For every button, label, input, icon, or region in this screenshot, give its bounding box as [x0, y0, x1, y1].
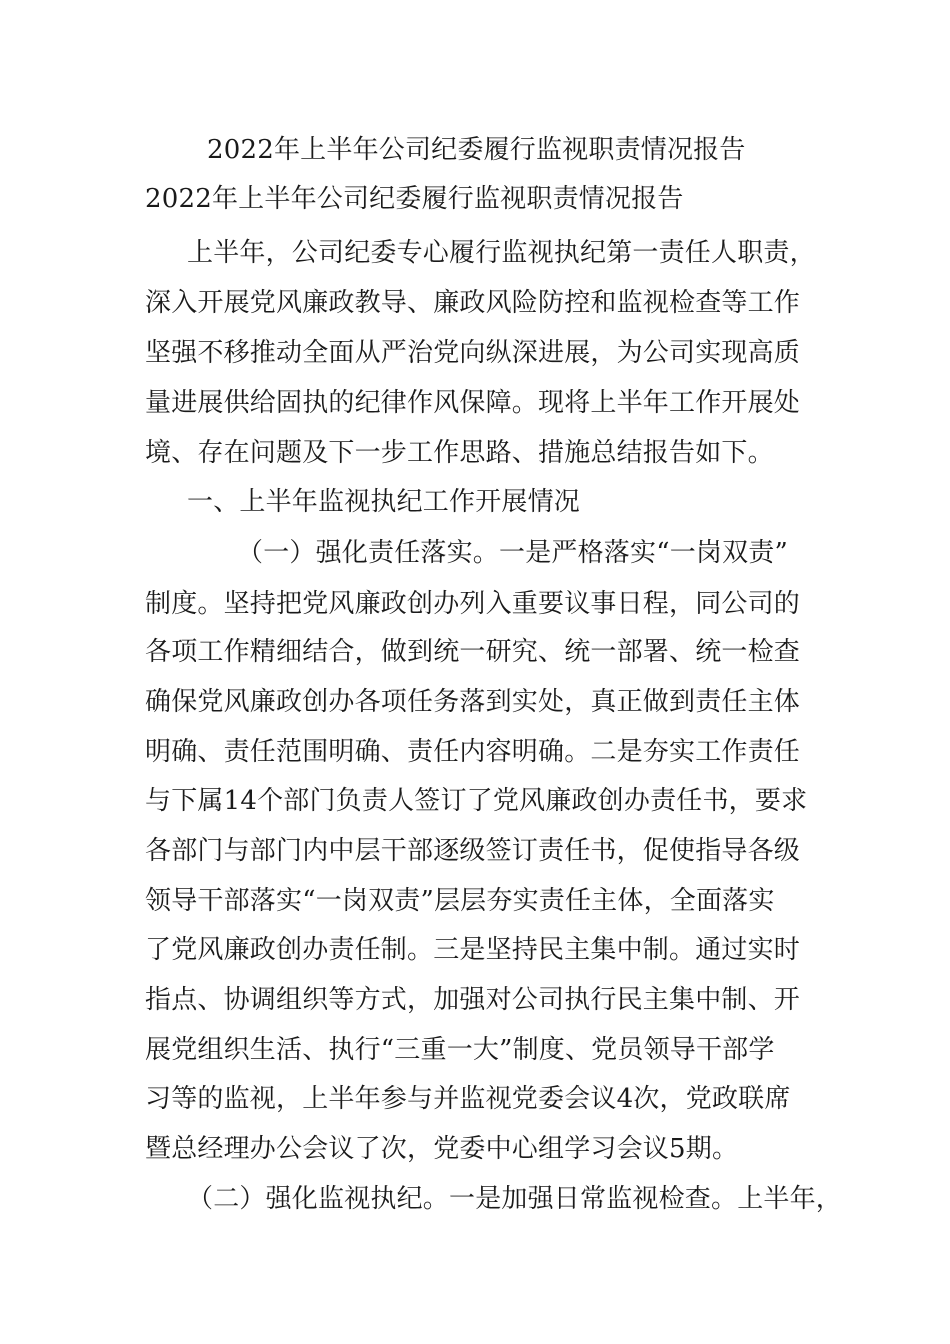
subsection-heading: （一）强化责任落实。一是严格落实“一岗双责”: [237, 538, 788, 568]
body-line: 领导干部落实“一岗双责”层层夯实责任主体，全面落实: [145, 886, 775, 916]
body-line: 了党风廉政创办责任制。三是坚持民主集中制。通过实时: [145, 935, 801, 965]
section-heading: 一、上半年监视执纪工作开展情况: [187, 487, 581, 517]
body-line: 展党组织生活、执行“三重一大”制度、党员领导干部学: [145, 1035, 775, 1065]
body-line: 坚强不移推动全面从严治党向纵深进展，为公司实现高质: [145, 338, 801, 368]
body-line: 上半年，公司纪委专心履行监视执纪第一责任人职责，: [187, 238, 816, 268]
body-line: 量进展供给固执的纪律作风保障。现将上半年工作开展处: [145, 388, 801, 418]
document-title: 2022年上半年公司纪委履行监视职责情况报告: [207, 135, 746, 165]
subsection-heading: （二）强化监视执纪。一是加强日常监视检查。上半年，: [187, 1184, 843, 1214]
body-line: 各项工作精细结合，做到统一研究、统一部署、统一检查: [145, 637, 801, 667]
body-line: 明确、责任范围明确、责任内容明确。二是夯实工作责任: [145, 737, 801, 767]
body-line: 深入开展党风廉政教导、廉政风险防控和监视检查等工作: [145, 288, 801, 318]
body-line: 确保党风廉政创办各项任务落到实处，真正做到责任主体: [145, 687, 801, 717]
body-line: 各部门与部门内中层干部逐级签订责任书，促使指导各级: [145, 836, 801, 866]
body-line: 与下属14个部门负责人签订了党风廉政创办责任书，要求: [145, 786, 808, 816]
body-line: 暨总经理办公会议了次，党委中心组学习会议5期。: [145, 1134, 739, 1164]
body-line: 指点、协调组织等方式，加强对公司执行民主集中制、开: [145, 985, 801, 1015]
body-line: 制度。坚持把党风廉政创办列入重要议事日程，同公司的: [145, 589, 801, 619]
body-line: 境、存在问题及下一步工作思路、措施总结报告如下。: [145, 438, 774, 468]
body-line: 习等的监视，上半年参与并监视党委会议4次，党政联席: [145, 1084, 791, 1114]
document-subtitle: 2022年上半年公司纪委履行监视职责情况报告: [145, 184, 684, 214]
